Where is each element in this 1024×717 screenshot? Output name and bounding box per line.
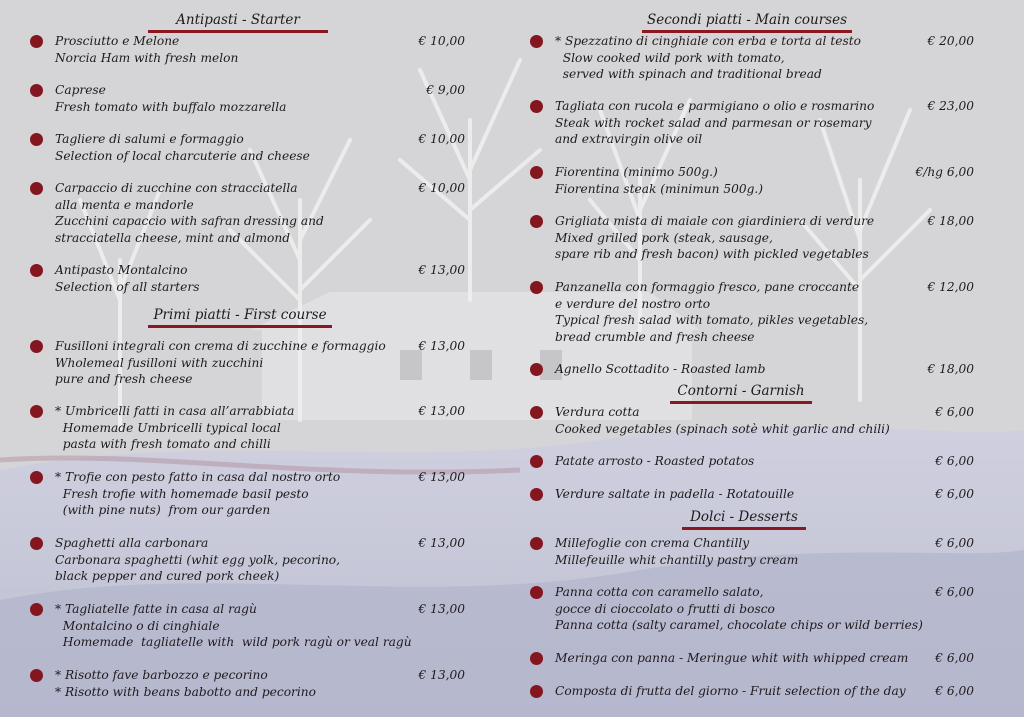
item-name: Panna cotta con caramello salato, <box>555 585 764 599</box>
item-description: Fresh trofie with homemade basil pesto <box>55 486 309 501</box>
item-price: € 6,00 <box>935 487 974 501</box>
item-price: € 6,00 <box>935 585 974 599</box>
item-description: black pepper and cured pork cheek) <box>55 569 280 583</box>
section-heading-contorni <box>670 383 812 404</box>
bullet-icon <box>30 340 43 353</box>
item-description: Norcia Ham with fresh melon <box>55 50 239 65</box>
section-heading-primi <box>148 307 332 328</box>
item-name: Caprese <box>55 83 106 97</box>
item-name: Composta di frutta del giorno - Fruit selection of the day <box>555 684 906 698</box>
item-name: Meringa con panna - Meringue whit with whipped cream <box>555 651 909 665</box>
item-description: Mixed grilled pork (steak, sausage, <box>555 230 773 245</box>
item-name: Agnello Scottadito - Roasted lamb <box>555 362 766 376</box>
menu-item <box>555 361 765 378</box>
menu-item <box>555 213 874 263</box>
menu-item <box>555 279 868 345</box>
bullet-icon <box>30 669 43 682</box>
bullet-icon <box>530 281 543 294</box>
item-name: * Tagliatelle fatte in casa al ragù <box>55 602 257 616</box>
bullet-icon <box>530 652 543 665</box>
menu-item <box>55 262 199 295</box>
bullet-icon <box>30 405 43 418</box>
section-heading-dolci <box>682 509 806 530</box>
item-price: € 6,00 <box>935 405 974 419</box>
item-description: Millefeuille whit chantilly pastry cream <box>555 552 799 567</box>
bullet-icon <box>530 166 543 179</box>
bullet-icon <box>530 488 543 501</box>
item-description: pure and fresh cheese <box>55 372 193 386</box>
item-name: * Trofie con pesto fatto in casa dal nostro orto <box>55 470 341 484</box>
section-title: Dolci - Desserts <box>690 509 798 525</box>
section-title: Primi piatti - First course <box>153 307 327 323</box>
item-price: € 13,00 <box>418 602 465 616</box>
item-description: Selection of all starters <box>55 279 200 294</box>
item-price: € 18,00 <box>927 362 974 376</box>
bullet-icon <box>530 215 543 228</box>
bullet-icon <box>30 182 43 195</box>
item-name: Fusilloni integrali con crema di zucchine e formaggio <box>55 339 386 353</box>
item-name: e verdure del nostro orto <box>555 296 711 311</box>
item-price: €/hg 6,00 <box>915 165 974 179</box>
item-name: Patate arrosto - Roasted potatos <box>555 454 755 468</box>
item-name: * Spezzatino di cinghiale con erba e torta al testo <box>555 34 861 48</box>
item-name: Tagliere di salumi e formaggio <box>55 132 244 146</box>
menu-item <box>555 535 798 568</box>
menu-item <box>555 486 794 503</box>
bullet-icon <box>530 363 543 376</box>
item-description: * Risotto with beans babotto and pecorino <box>55 684 316 699</box>
item-name: Montalcino o di cinghiale <box>55 618 220 633</box>
menu-item <box>555 584 923 634</box>
item-description: Wholemeal fusilloni with zucchini <box>55 355 264 370</box>
item-description: Carbonara spaghetti (whit egg yolk, pecorino, <box>55 552 341 567</box>
menu-item <box>555 650 908 667</box>
section-title: Secondi piatti - Main courses <box>646 12 848 28</box>
item-description: Homemade Umbricelli typical local <box>55 420 281 435</box>
menu-item <box>555 683 906 700</box>
bullet-icon <box>30 84 43 97</box>
item-description: Panna cotta (salty caramel, chocolate chips or wild berries) <box>555 618 923 632</box>
item-price: € 13,00 <box>418 339 465 353</box>
item-price: € 18,00 <box>927 214 974 228</box>
item-description: spare rib and fresh bacon) with pickled vegetables <box>555 247 869 261</box>
item-price: € 13,00 <box>418 404 465 418</box>
item-price: € 6,00 <box>935 454 974 468</box>
item-description: Slow cooked wild pork with tomato, <box>555 50 785 65</box>
item-name: Spaghetti alla carbonara <box>55 536 209 550</box>
menu-item <box>55 180 324 246</box>
menu-item <box>55 667 316 700</box>
item-name: Prosciutto e Melone <box>55 34 180 48</box>
section-title: Antipasti - Starter <box>176 12 300 28</box>
item-description: Fresh tomato with buffalo mozzarella <box>55 99 287 114</box>
item-name: Panzanella con formaggio fresco, pane croccante <box>555 280 860 294</box>
item-description: Typical fresh salad with tomato, pikles vegetables, <box>555 313 869 327</box>
item-price: € 10,00 <box>418 34 465 48</box>
item-price: € 10,00 <box>418 132 465 146</box>
bullet-icon <box>530 35 543 48</box>
menu-item <box>555 164 763 197</box>
bullet-icon <box>530 537 543 550</box>
item-price: € 6,00 <box>935 651 974 665</box>
item-description: stracciatella cheese, mint and almond <box>55 230 290 245</box>
item-description: Zucchini capaccio with safran dressing and <box>55 214 324 228</box>
item-price: € 23,00 <box>927 99 974 113</box>
bullet-icon <box>30 35 43 48</box>
item-description: Cooked vegetables (spinach sotè whit garlic and chili) <box>555 421 890 436</box>
item-price: € 9,00 <box>426 83 465 97</box>
bullet-icon <box>530 455 543 468</box>
menu-item <box>555 453 754 470</box>
bullet-icon <box>530 586 543 599</box>
item-description: and extravirgin olive oil <box>555 132 703 146</box>
item-price: € 13,00 <box>418 536 465 550</box>
item-description: Selection of local charcuterie and cheese <box>55 148 310 163</box>
item-price: € 20,00 <box>927 34 974 48</box>
menu-item <box>55 338 386 388</box>
menu-item <box>55 469 340 519</box>
item-price: € 13,00 <box>418 470 465 484</box>
section-title: Contorni - Garnish <box>677 383 805 399</box>
bullet-icon <box>530 406 543 419</box>
item-description: Fiorentina steak (minimun 500g.) <box>555 181 764 196</box>
item-description: pasta with fresh tomato and chilli <box>55 437 271 451</box>
item-price: € 10,00 <box>418 181 465 195</box>
item-name: * Risotto fave barbozzo e pecorino <box>55 668 268 682</box>
bullet-icon <box>530 100 543 113</box>
bullet-icon <box>30 537 43 550</box>
menu-item <box>55 82 286 115</box>
item-name: Verdura cotta <box>555 405 640 419</box>
menu-item <box>555 33 861 83</box>
item-price: € 6,00 <box>935 684 974 698</box>
menu-item <box>555 98 874 148</box>
menu-item <box>55 601 412 651</box>
item-description: (with pine nuts) from our garden <box>55 503 271 517</box>
item-description: bread crumble and fresh cheese <box>555 329 755 344</box>
item-name: gocce di cioccolato o frutti di bosco <box>555 601 775 616</box>
section-heading-secondi <box>642 12 852 33</box>
menu-item <box>555 404 890 437</box>
item-name: Verdure saltate in padella - Rotatouille <box>555 487 795 501</box>
menu-item <box>55 33 238 66</box>
bullet-icon <box>30 264 43 277</box>
bullet-icon <box>30 471 43 484</box>
menu-item <box>55 403 294 453</box>
bullet-icon <box>530 685 543 698</box>
item-name: Antipasto Montalcino <box>55 263 188 277</box>
item-price: € 6,00 <box>935 536 974 550</box>
item-description: served with spinach and traditional bread <box>555 67 822 81</box>
item-price: € 13,00 <box>418 263 465 277</box>
item-name: Fiorentina (minimo 500g.) <box>555 165 718 179</box>
item-description: Homemade tagliatelle with wild pork ragù or veal ragù <box>55 635 412 649</box>
bullet-icon <box>30 603 43 616</box>
item-name: Millefoglie con crema Chantilly <box>555 536 750 550</box>
item-name: Grigliata mista di maiale con giardiniera di verdure <box>555 214 875 228</box>
item-name: alla menta e mandorle <box>55 197 194 212</box>
item-name: * Umbricelli fatti in casa all’arrabbiata <box>55 404 295 418</box>
bullet-icon <box>30 133 43 146</box>
menu-item <box>55 131 310 164</box>
item-description: Steak with rocket salad and parmesan or rosemary <box>555 115 872 130</box>
item-name: Carpaccio di zucchine con stracciatella <box>55 181 298 195</box>
item-price: € 12,00 <box>927 280 974 294</box>
section-heading-antipasti <box>148 12 328 33</box>
item-name: Tagliata con rucola e parmigiano o olio e rosmarino <box>555 99 875 113</box>
menu-item <box>55 535 340 585</box>
item-price: € 13,00 <box>418 668 465 682</box>
